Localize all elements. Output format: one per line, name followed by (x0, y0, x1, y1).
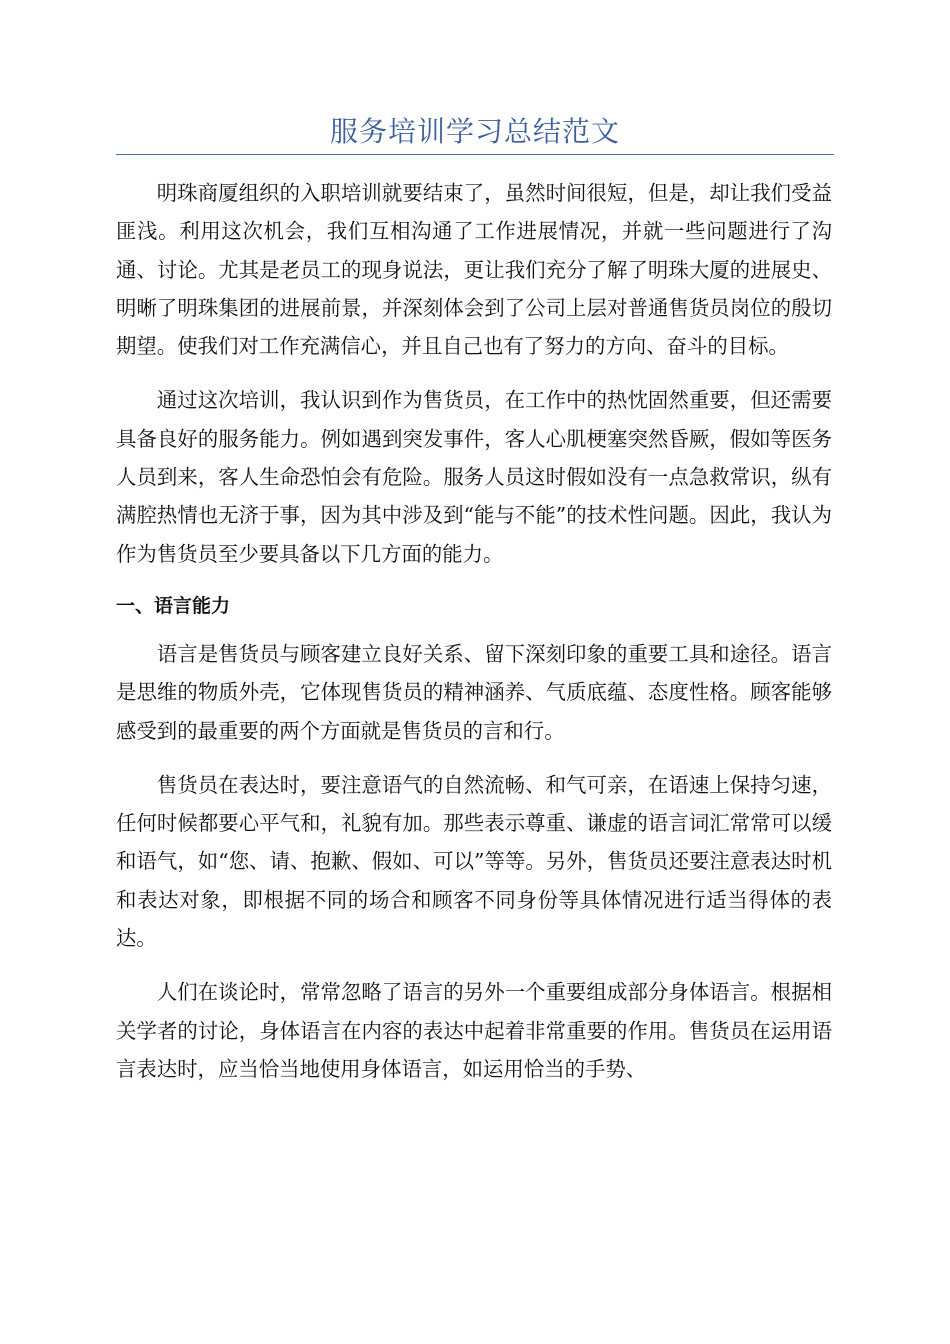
document-title: 服务培训学习总结范文 (329, 115, 620, 148)
title-underline (116, 154, 834, 155)
document-body (116, 174, 832, 1104)
paragraph-section1-1: 语言是售货员与顾客建立良好关系、留下深刻印象的重要工具和途径。语言是思维的物质外壳，它体现售货员的精神涵养、气质底蕴、态度性格。顾客能够感受到的最重要的两个方面就是售货员的言和行。 (116, 641, 832, 743)
paragraph-intro-1: 明珠商厦组织的入职培训就要结束了，虽然时间很短，但是，却让我们受益匪浅。利用这次机会，我们互相沟通了工作进展情况，并就一些问题进行了沟通、讨论。尤其是老员工的现身说法，更让我们充分了解了明珠大厦的进展史、明晰了明珠集团的进展前景，并深刻体会到了公司上层对普通售货员岗位的殷切期望。使我们对工作充满信心，并且自己也有了努力的方向、奋斗的目标。 (116, 181, 832, 359)
paragraph-intro-2: 通过这次培训，我认识到作为售货员，在工作中的热忱固然重要，但还需要具备良好的服务能力。例如遇到突发事件，客人心肌梗塞突然昏厥，假如等医务人员到来，客人生命恐怕会有危险。服务人员这时假如没有一点急救常识，纵有满腔热情也无济于事，因为其中涉及到“能与不能”的技术性问题。因此，我认为作为售货员至少要具备以下几方面的能力。 (116, 388, 832, 566)
paragraph-section1-3: 人们在谈论时，常常忽略了语言的另外一个重要组成部分身体语言。根据相关学者的讨论，身体语言在内容的表达中起着非常重要的作用。售货员在运用语言表达时，应当恰当地使用身体语言，如运用恰当的手势、 (116, 980, 832, 1081)
paragraph-section1-2: 售货员在表达时，要注意语气的自然流畅、和气可亲，在语速上保持匀速，任何时候都要心平气和，礼貌有加。那些表示尊重、谦虚的语言词汇常常可以缓和语气，如“您、请、抱歉、假如、可以”等等。另外，售货员还要注意表达时机和表达对象，即根据不同的场合和顾客不同身份等具体情况进行适当得体的表达。 (116, 772, 832, 951)
section-heading-language: 一、语言能力 (116, 594, 231, 617)
